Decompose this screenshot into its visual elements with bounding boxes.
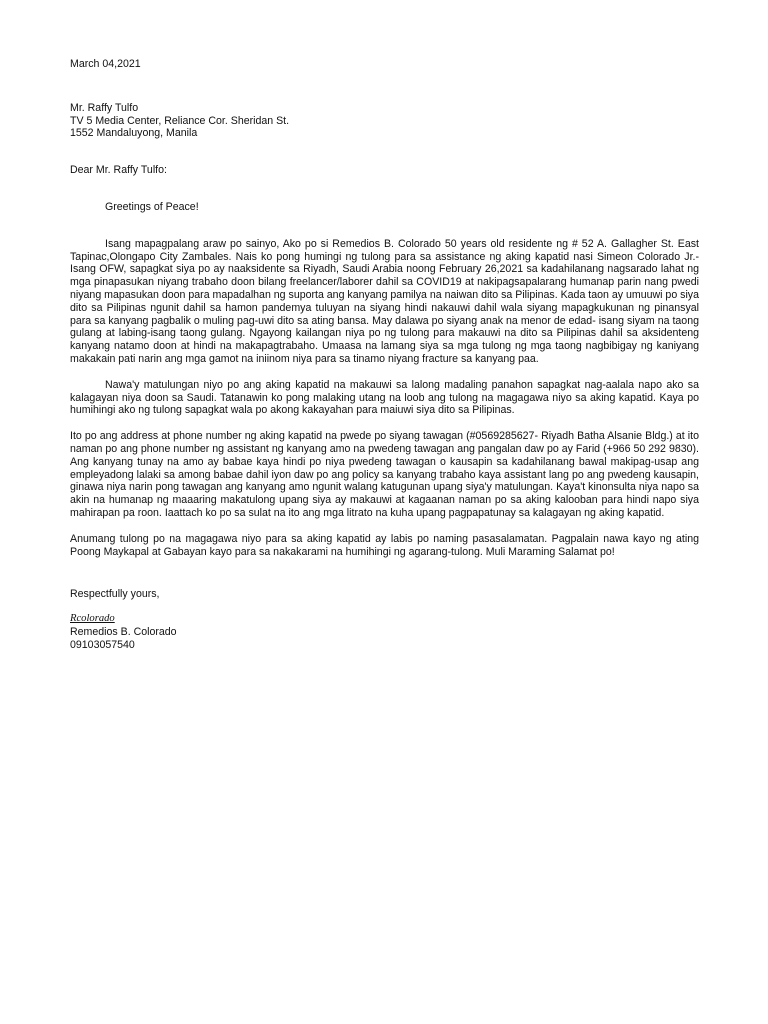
spacer xyxy=(70,214,699,238)
greeting: Greetings of Peace! xyxy=(105,200,199,213)
recipient-address-line1: TV 5 Media Center, Reliance Cor. Sheridan St. xyxy=(70,114,290,127)
sender-name: Remedios B. Colorado xyxy=(70,625,177,638)
recipient-name: Mr. Raffy Tulfo xyxy=(70,101,139,114)
letter-date: March 04,2021 xyxy=(70,58,141,70)
body-paragraph-3: Ito po ang address at phone number ng aking kapatid na pwede po siyang tawagan (#0569285627- Riyadh Batha Alsanie Bldg.) at ito naman po ang phone number ng assistant ng kanyang amo na pwedeng tawagan ang pangalan daw po ay Farid (+966 50 292 9830). Ang kanyang tunay na amo ay babae kaya hindi po niya pwedeng tawagan o kausapin sa kadahilanang bawal makipag-usap ang empleyadong lalaki sa among babae dahil iyon daw po ang policy sa kanyang trabaho kaya assistant lang po ang pwedeng kausapin, ginawa niya narin pong tawagan ang kanyang amo ngunit walang katugunan upang siya'y matulungan. Kaya't kinonsulta niya napo sa akin na humanap ng maaaring makatulong upang siya ay makauwi at kagaanan naman po sa aking kalooban para hindi napo siya mahirapan pa roon. Iaattach ko po sa sulat na ito ang mga litrato na kuha upang pagpapatunay sa kalagayan ng aking kapatid. xyxy=(70,430,699,519)
spacer xyxy=(70,177,699,201)
spacer xyxy=(70,558,699,588)
body-paragraph-2: Nawa'y matulungan niyo po ang aking kapatid na makauwi sa lalong madaling panahon sapagkat nag-aalala napo ako sa kalagayan niya doon sa Saudi. Tatanawin ko pong malaking utang na loob ang tulong na magagawa niyo sa aking kapatid. Kaya po humihingi ako ng tulong sapagkat wala po akong kakayahan para maiuwi siya dito sa Pilipinas. xyxy=(70,378,699,417)
signature: Rcolorado xyxy=(70,613,115,625)
body-paragraph-1: Isang mapagpalang araw po sainyo, Ako po si Remedios B. Colorado 50 years old residente ng # 52 A. Gallagher St. East Tapinac,Olongapo City Zambales. Nais ko pong humingi ng tulong para sa assistance ng aking kapatid nasi Simeon Colorado Jr.-Isang OFW, sapagkat siya po ay naaksidente sa Riyadh, Saudi Arabia noong February 26,2021 sa kadahilanang nagsarado lahat ng mga pinapasukan niyang trabaho doon bilang freelancer/laborer dahil sa COVID19 at nakipagsapalarang humanap parin nang pwedi niyang mapasukan doon para mapadalhan ng suporta ang kanyang pamilya na naiwan dito sa Pilipinas. Kada taon ay umuuwi po siya dito sa Pilipinas ngunit dahil sa hamon pandemya tuluyan na siyang hindi nakauwi dahil wala siyang mapagkukunan ng pinansyal para sa kanyang pagbalik o muling pag-uwi dito sa ating bansa. May dalawa po siyang anak na menor de edad- isang siyam na taong gulang at labing-isang taong gulang. Ngayong kailangan niya po ng tulong para makauwi na dito sa Pilipinas dahil sa aksidenteng kanyang natamo doon at hindi na makapagtrabaho. Umaasa na lamang siya sa mga tulong ng mga taong nagbibigay ng kaniyang makakain pati narin ang mga gamot na iniinom niya para sa tinamo niyang fracture sa kanyang paa. xyxy=(70,237,699,365)
salutation: Dear Mr. Raffy Tulfo: xyxy=(70,164,167,177)
body-paragraph-4: Anumang tulong po na magagawa niyo para sa aking kapatid ay labis po naming pasasalamatan. Pagpalain nawa kayo ng ating Poong Maykapal at Gabayan kayo para sa nakakarami na humihingi ng agarang-tulong. Muli Maraming Salamat po! xyxy=(70,532,699,558)
spacer xyxy=(70,71,699,102)
closing: Respectfully yours, xyxy=(70,588,160,601)
sender-phone: 09103057540 xyxy=(70,638,135,651)
recipient-block xyxy=(70,102,699,140)
recipient-address-line2: 1552 Mandaluyong, Manila xyxy=(70,127,198,140)
spacer xyxy=(70,417,699,430)
letter xyxy=(70,58,699,652)
spacer xyxy=(70,601,699,613)
spacer xyxy=(70,520,699,533)
spacer xyxy=(70,140,699,164)
spacer xyxy=(70,366,699,379)
